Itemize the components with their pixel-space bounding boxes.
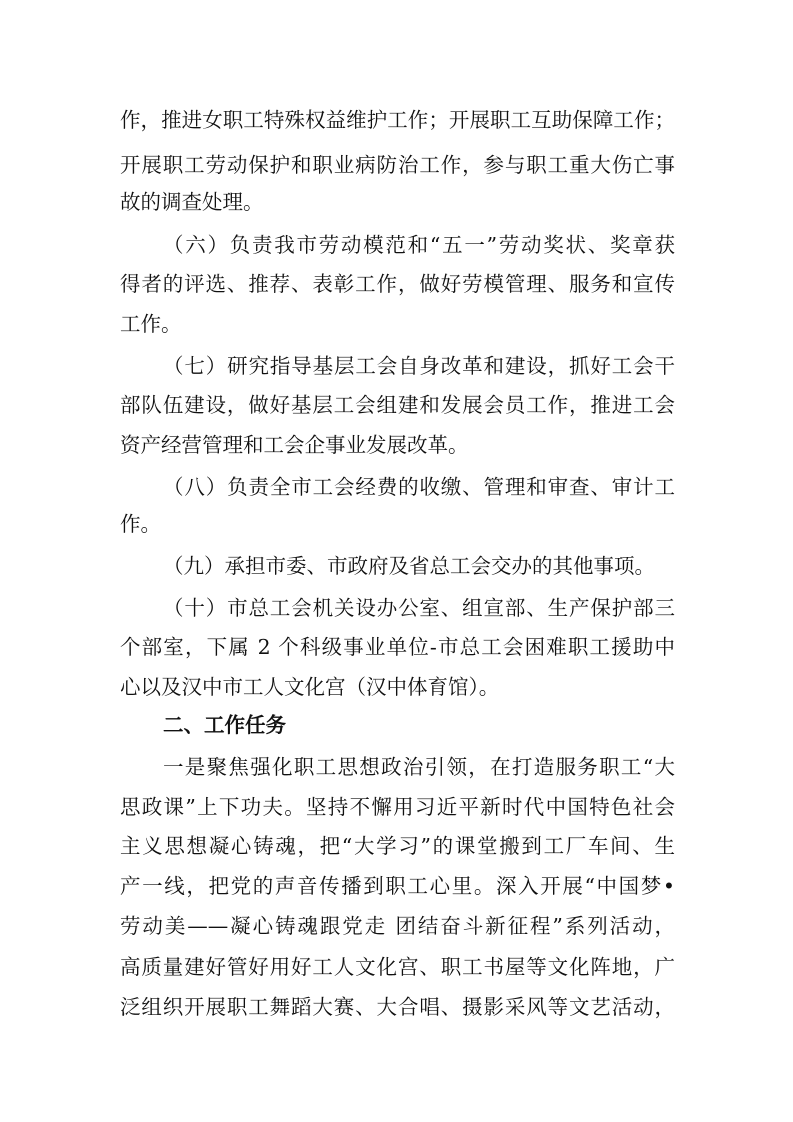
text-line: （六）负责我市劳动模范和“五一”劳动奖状、奖章获 (163, 233, 675, 257)
text-line: 高质量建好管好用好工人文化宫、职工书屋等文化阵地，广 (120, 955, 675, 979)
text-line: 开展职工劳动保护和职业病防治工作，参与职工重大伤亡事 (120, 153, 675, 177)
section-heading: 二、工作任务 (163, 713, 286, 737)
text-line: 个部室，下属 2 个科级事业单位-市总工会困难职工援助中 (120, 635, 675, 659)
text-line: 部队伍建设，做好基层工会组建和发展会员工作，推进工会 (120, 393, 675, 417)
text-line: （八）负责全市工会经费的收缴、管理和审查、审计工 (163, 475, 675, 499)
text-line: 产一线，把党的声音传播到职工心里。深入开展“中国梦• (120, 874, 675, 898)
text-line: 得者的评选、推荐、表彰工作，做好劳模管理、服务和宣传 (120, 272, 675, 296)
text-line: 心以及汉中市工人文化宫（汉中体育馆）。 (120, 675, 500, 699)
text-line: （七）研究指导基层工会自身改革和建设，抓好工会干 (163, 354, 675, 378)
text-line: 故的调查处理。 (120, 190, 264, 214)
text-line: 工作。 (120, 312, 182, 336)
text-line: 作。 (120, 512, 161, 536)
text-line: 主义思想凝心铸魂，把“大学习”的课堂搬到工厂车间、生 (120, 834, 675, 858)
text-line: 一是聚焦强化职工思想政治引领，在打造服务职工“大 (163, 755, 675, 779)
text-line: 作，推进女职工特殊权益维护工作；开展职工互助保障工作； (120, 108, 675, 132)
text-line: 劳动美——凝心铸魂跟党走 团结奋斗新征程”系列活动， (120, 914, 675, 938)
text-line: 资产经营管理和工会企事业发展改革。 (120, 433, 469, 457)
text-line: （十）市总工会机关设办公室、组宣部、生产保护部三 (163, 596, 675, 620)
text-line: 思政课”上下功夫。坚持不懈用习近平新时代中国特色社会 (120, 795, 675, 819)
text-line: 泛组织开展职工舞蹈大赛、大合唱、摄影采风等文艺活动， (120, 995, 675, 1019)
text-line: （九）承担市委、市政府及省总工会交办的其他事项。 (163, 554, 655, 578)
